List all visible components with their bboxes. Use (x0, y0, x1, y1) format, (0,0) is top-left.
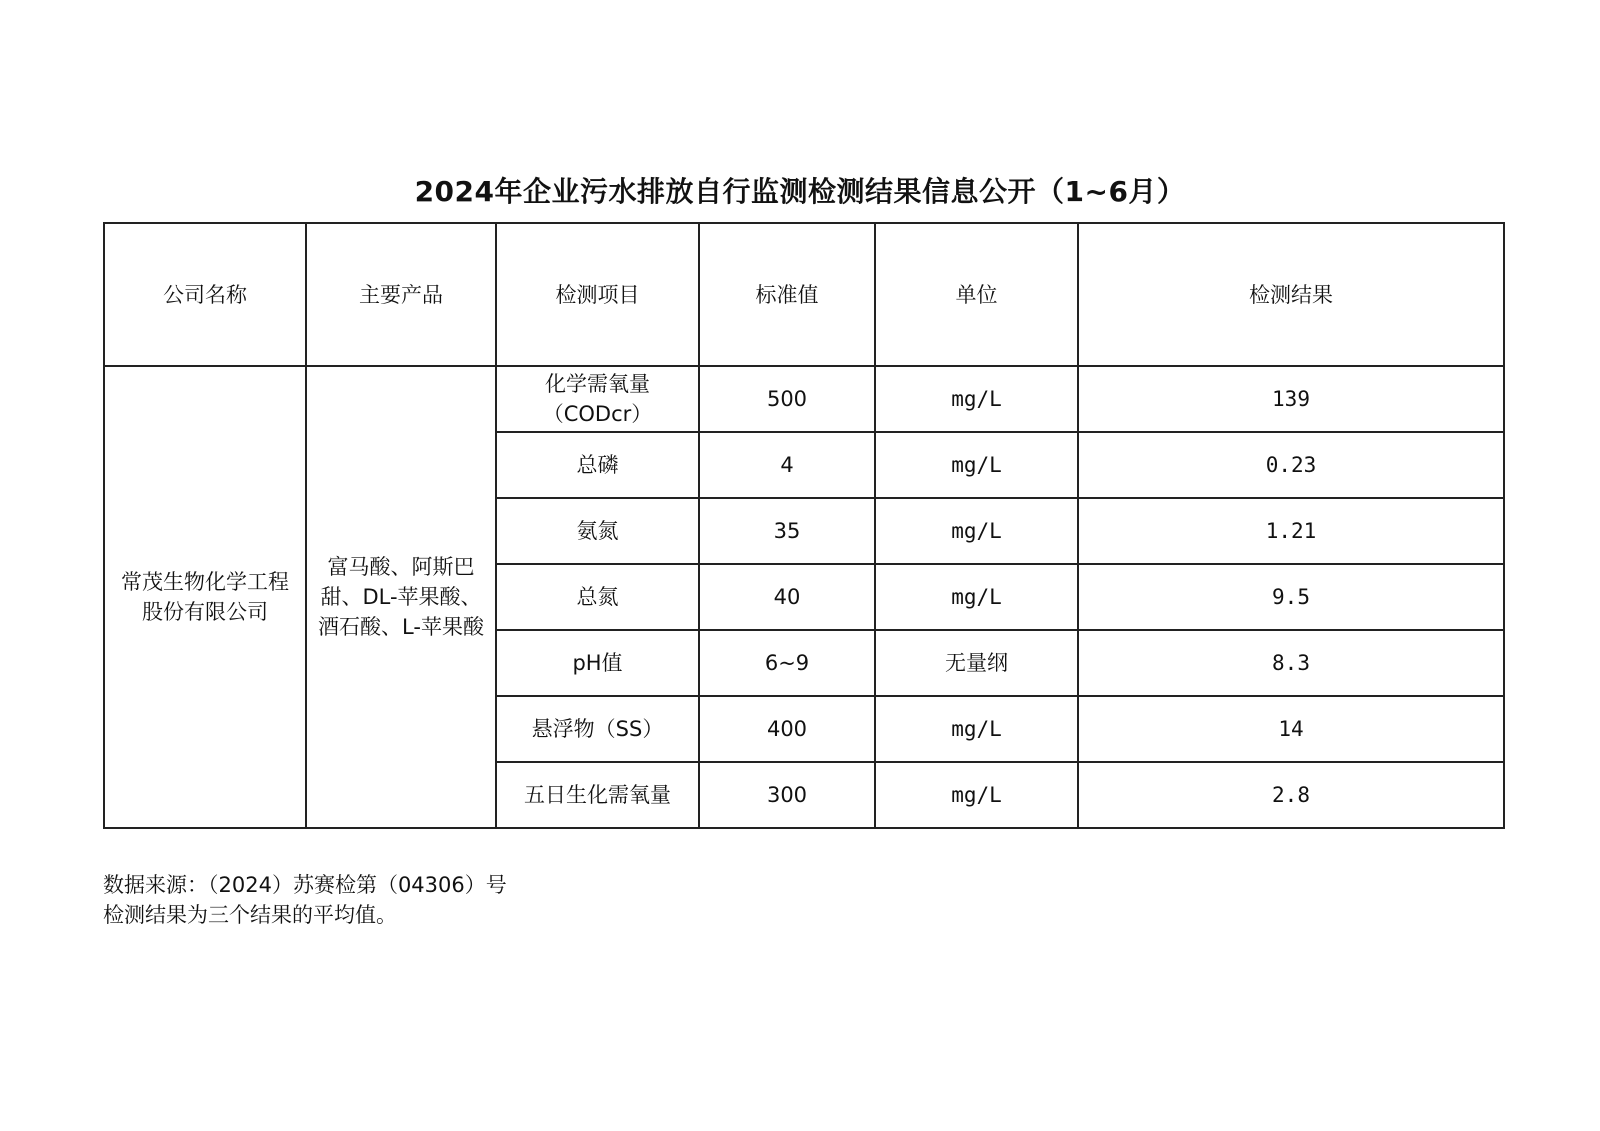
unit-cell: 无量纲 (875, 630, 1078, 696)
unit-cell: mg/L (875, 498, 1078, 564)
standard-value-cell: 4 (699, 432, 875, 498)
test-result-cell: 9.5 (1078, 564, 1504, 630)
test-result-cell: 14 (1078, 696, 1504, 762)
unit-cell: mg/L (875, 696, 1078, 762)
standard-value-cell: 6~9 (699, 630, 875, 696)
test-result-cell: 1.21 (1078, 498, 1504, 564)
test-item-cell: 化学需氧量（CODcr） (496, 366, 699, 432)
unit-cell: mg/L (875, 564, 1078, 630)
main-products-cell: 富马酸、阿斯巴甜、DL-苹果酸、酒石酸、L-苹果酸 (306, 366, 496, 828)
test-item-cell: pH值 (496, 630, 699, 696)
test-result-cell: 2.8 (1078, 762, 1504, 828)
test-item-cell: 五日生化需氧量 (496, 762, 699, 828)
header-test-result: 检测结果 (1078, 223, 1504, 366)
average-note: 检测结果为三个结果的平均值。 (103, 903, 397, 927)
standard-value-cell: 40 (699, 564, 875, 630)
unit-cell: mg/L (875, 366, 1078, 432)
document-title: 2024年企业污水排放自行监测检测结果信息公开（1~6月） (414, 175, 1186, 208)
standard-value-cell: 500 (699, 366, 875, 432)
standard-value-cell: 400 (699, 696, 875, 762)
unit-cell: mg/L (875, 432, 1078, 498)
header-company-name: 公司名称 (104, 223, 306, 366)
table-row (104, 366, 1504, 432)
standard-value-cell: 35 (699, 498, 875, 564)
test-item-cell: 氨氮 (496, 498, 699, 564)
standard-value-cell: 300 (699, 762, 875, 828)
unit-cell: mg/L (875, 762, 1078, 828)
company-name-cell: 常茂生物化学工程股份有限公司 (104, 366, 306, 828)
header-main-products: 主要产品 (306, 223, 496, 366)
test-item-cell: 悬浮物（SS） (496, 696, 699, 762)
test-result-cell: 0.23 (1078, 432, 1504, 498)
header-unit: 单位 (875, 223, 1078, 366)
test-item-cell: 总氮 (496, 564, 699, 630)
header-standard-value: 标准值 (699, 223, 875, 366)
footnotes (103, 870, 507, 930)
data-source-note: 数据来源：（2024）苏赛检第（04306）号 (103, 873, 507, 897)
test-item-cell: 总磷 (496, 432, 699, 498)
test-result-cell: 8.3 (1078, 630, 1504, 696)
monitoring-results-table (103, 222, 1505, 829)
table-header-row (104, 223, 1504, 366)
header-test-item: 检测项目 (496, 223, 699, 366)
test-result-cell: 139 (1078, 366, 1504, 432)
